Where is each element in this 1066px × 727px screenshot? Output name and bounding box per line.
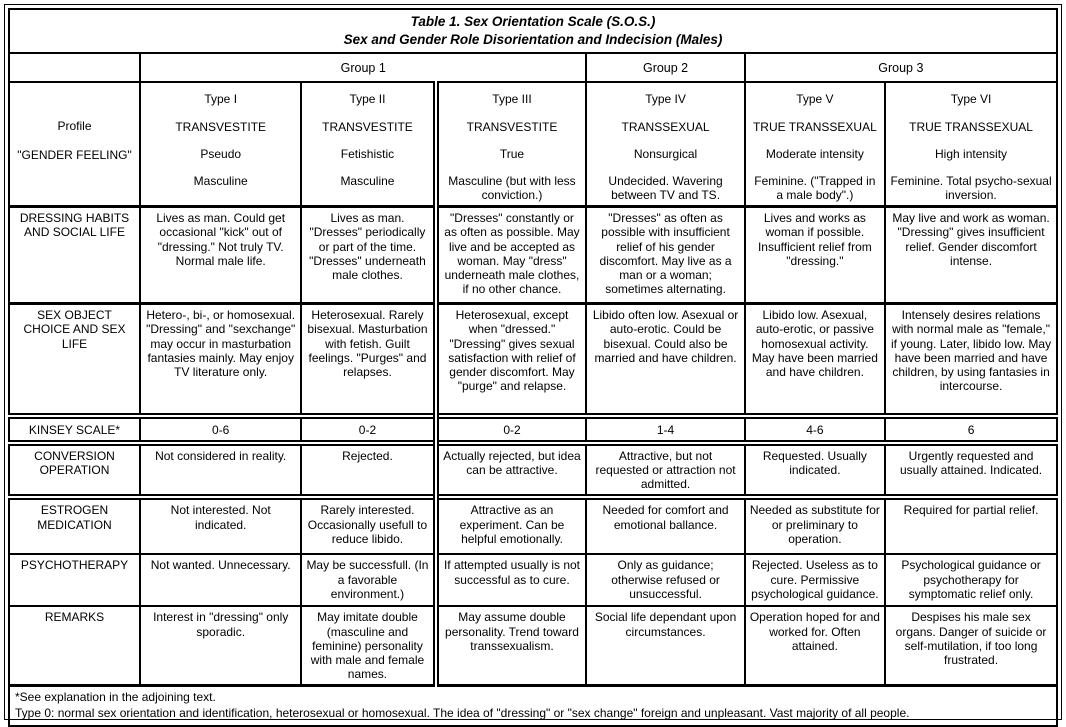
row-label-remarks: REMARKS xyxy=(9,606,140,685)
estrogen-cell-type-iv: Needed for comfort and emotional ballance. xyxy=(586,497,744,554)
type-subtitle: Moderate intensity xyxy=(765,146,864,161)
remarks-cell-type-ii: May imitate double (masculine and feminine) personality with male and female names. xyxy=(301,606,435,685)
group-2-header: Group 2 xyxy=(586,53,744,82)
conversion-cell-type-i: Not considered in reality. xyxy=(140,443,301,497)
kinsey-cell-type-vi: 6 xyxy=(885,416,1057,443)
conversion-cell-type-iii: Actually rejected, but idea can be attractive. xyxy=(436,443,587,497)
row-label-sex-object: SEX OBJECT CHOICE AND SEX LIFE xyxy=(9,304,140,416)
type-label: Type IV xyxy=(645,92,686,107)
row-kinsey-scale xyxy=(9,416,1057,443)
dressing-cell-type-i: Lives as man. Could get occasional "kick" out of "dressing." Not truly TV. Normal male life. xyxy=(140,207,301,304)
group-3-header: Group 3 xyxy=(745,53,1057,82)
conversion-cell-type-iv: Attractive, but not requested or attraction not admitted. xyxy=(586,443,744,497)
sex-object-cell-type-v: Libido low. Asexual, auto-erotic, or passive homosexual activity. May have been married and have children. xyxy=(745,304,885,416)
table-outer-border xyxy=(4,4,1062,720)
psychotherapy-cell-type-i: Not wanted. Unnecessary. xyxy=(140,554,301,606)
estrogen-cell-type-i: Not interested. Not indicated. xyxy=(140,497,301,554)
type-gender-feeling: Undecided. Wavering between TV and TS. xyxy=(608,173,723,203)
type-label: Type V xyxy=(796,92,834,107)
dressing-cell-type-vi: May live and work as woman. "Dressing" gives insufficient relief. Gender discomfort intense. xyxy=(885,207,1057,304)
remarks-cell-type-v: Operation hoped for and worked for. Often attained. xyxy=(745,606,885,685)
type-name: TRANSVESTITE xyxy=(175,119,267,134)
row-psychotherapy xyxy=(9,554,1057,606)
group-header-row xyxy=(9,53,1057,82)
estrogen-cell-type-vi: Required for partial relief. xyxy=(885,497,1057,554)
sex-object-cell-type-i: Hetero-, bi-, or homosexual. "Dressing" and "sexchange" may occur in masturbation fantasies mainly. May enjoy TV literature only. xyxy=(140,304,301,416)
type-gender-feeling: Masculine xyxy=(340,173,395,188)
row-label-conversion-operation: CONVERSION OPERATION xyxy=(9,443,140,497)
type-name: TRANSSEXUAL xyxy=(621,119,710,134)
remarks-cell-type-iii: May assume double personality. Trend toward transsexualism. xyxy=(436,606,587,685)
table-title-line2: Sex and Gender Role Disorientation and Indecision (Males) xyxy=(343,32,723,48)
type-gender-feeling: Masculine (but with less conviction.) xyxy=(448,173,576,203)
type-gender-feeling: Feminine. Total psycho-sexual inversion. xyxy=(890,173,1052,203)
estrogen-cell-type-v: Needed as substitute for or preliminary to operation. xyxy=(745,497,885,554)
type-subtitle: High intensity xyxy=(935,146,1008,161)
row-label-kinsey-scale: KINSEY SCALE* xyxy=(9,416,140,443)
profile-cell-type-ii xyxy=(301,82,435,206)
psychotherapy-cell-type-iii: If attempted usually is not successful as to cure. xyxy=(436,554,587,606)
type-label: Type VI xyxy=(950,92,992,107)
type-subtitle: True xyxy=(499,146,525,161)
type-name: TRANSVESTITE xyxy=(322,119,413,134)
row-label-dressing-habits: DRESSING HABITS AND SOCIAL LIFE xyxy=(9,207,140,304)
profile-cell-type-iii xyxy=(436,82,587,206)
estrogen-cell-type-iii: Attractive as an experiment. Can be helpful emotionally. xyxy=(436,497,587,554)
type-name: TRUE TRANSSEXUAL xyxy=(909,119,1033,134)
kinsey-cell-type-iii: 0-2 xyxy=(436,416,587,443)
row-label-psychotherapy: PSYCHOTHERAPY xyxy=(9,554,140,606)
type-subtitle: Pseudo xyxy=(200,146,242,161)
sex-object-cell-type-ii: Heterosexual. Rarely bisexual. Masturbation with fetish. Guilt feelings. "Purges" and relapses. xyxy=(301,304,435,416)
footnote-row xyxy=(9,686,1057,726)
type-gender-feeling: Feminine. ("Trapped in a male body".) xyxy=(754,173,876,203)
title-row xyxy=(9,9,1057,53)
type-name: TRUE TRANSSEXUAL xyxy=(752,119,877,134)
profile-row-label xyxy=(9,82,140,206)
conversion-cell-type-v: Requested. Usually indicated. xyxy=(745,443,885,497)
row-dressing-habits xyxy=(9,207,1057,304)
psychotherapy-cell-type-v: Rejected. Useless as to cure. Permissive psychological guidance. xyxy=(745,554,885,606)
psychotherapy-cell-type-vi: Psychological guidance or psychotherapy for symptomatic relief only. xyxy=(885,554,1057,606)
profile-row xyxy=(9,82,1057,206)
estrogen-cell-type-ii: Rarely interested. Occasionally usefull to reduce libido. xyxy=(301,497,435,554)
gender-feeling-label: "GENDER FEELING" xyxy=(17,147,132,162)
profile-cell-type-vi xyxy=(885,82,1057,206)
sex-object-cell-type-vi: Intensely desires relations with normal male as "female," if young. Later, libido low. May have been married and have children, by using fantasies in intercourse. xyxy=(885,304,1057,416)
group-1-header: Group 1 xyxy=(140,53,586,82)
kinsey-cell-type-i: 0-6 xyxy=(140,416,301,443)
type-label: Type II xyxy=(349,92,386,107)
row-label-estrogen-medication: ESTROGEN MEDICATION xyxy=(9,497,140,554)
dressing-cell-type-iv: "Dresses" as often as possible with insufficient relief of his gender discomfort. May live as a man or a woman; sometimes alternating. xyxy=(586,207,744,304)
row-estrogen-medication xyxy=(9,497,1057,554)
psychotherapy-cell-type-ii: May be successfull. (In a favorable environment.) xyxy=(301,554,435,606)
sex-object-cell-type-iv: Libido often low. Asexual or auto-erotic. Could be bisexual. Could also be married and have children. xyxy=(586,304,744,416)
remarks-cell-type-iv: Social life dependant upon circumstances. xyxy=(586,606,744,685)
profile-cell-type-v xyxy=(745,82,885,206)
profile-cell-type-i xyxy=(140,82,301,206)
kinsey-cell-type-iv: 1-4 xyxy=(586,416,744,443)
profile-label: Profile xyxy=(57,119,92,134)
sex-object-cell-type-iii: Heterosexual, except when "dressed." "Dressing" gives sexual satisfaction with relief of gender discomfort. May "purge" and relapse. xyxy=(436,304,587,416)
sex-orientation-scale-table xyxy=(8,8,1058,727)
type-subtitle: Nonsurgical xyxy=(633,146,698,161)
dressing-cell-type-ii: Lives as man. "Dresses" periodically or part of the time. "Dresses" underneath male clothes. xyxy=(301,207,435,304)
footnote-see-explanation: *See explanation in the adjoining text. xyxy=(15,690,216,705)
table-title-line1: Table 1. Sex Orientation Scale (S.O.S.) xyxy=(410,14,656,29)
type-subtitle: Fetishistic xyxy=(340,146,395,161)
profile-cell-type-iv xyxy=(586,82,744,206)
remarks-cell-type-vi: Despises his male sex organs. Danger of suicide or self-mutilation, if too long frustrated. xyxy=(885,606,1057,685)
row-sex-object-choice xyxy=(9,304,1057,416)
psychotherapy-cell-type-iv: Only as guidance; otherwise refused or unsuccessful. xyxy=(586,554,744,606)
kinsey-cell-type-ii: 0-2 xyxy=(301,416,435,443)
group-header-spacer xyxy=(9,53,140,82)
conversion-cell-type-vi: Urgently requested and usually attained. Indicated. xyxy=(885,443,1057,497)
footnote-type-0: Type 0: normal sex orientation and identification, heterosexual or homosexual. The idea of "dressing" or "sex change" foreign and unpleasant. Vast majority of all people. xyxy=(15,705,910,720)
remarks-cell-type-i: Interest in "dressing" only sporadic. xyxy=(140,606,301,685)
type-gender-feeling: Masculine xyxy=(193,173,248,188)
dressing-cell-type-iii: "Dresses" constantly or as often as possible. May live and be accepted as woman. May "dress" underneath male clothes, if no other chance. xyxy=(436,207,587,304)
table-title xyxy=(9,9,1057,53)
kinsey-cell-type-v: 4-6 xyxy=(745,416,885,443)
row-remarks xyxy=(9,606,1057,685)
type-label: Type III xyxy=(492,92,532,107)
dressing-cell-type-v: Lives and works as woman if possible. Insufficient relief from "dressing." xyxy=(745,207,885,304)
type-label: Type I xyxy=(204,92,238,107)
type-name: TRANSVESTITE xyxy=(466,119,558,134)
conversion-cell-type-ii: Rejected. xyxy=(301,443,435,497)
footnotes xyxy=(9,686,1057,726)
row-conversion-operation xyxy=(9,443,1057,497)
